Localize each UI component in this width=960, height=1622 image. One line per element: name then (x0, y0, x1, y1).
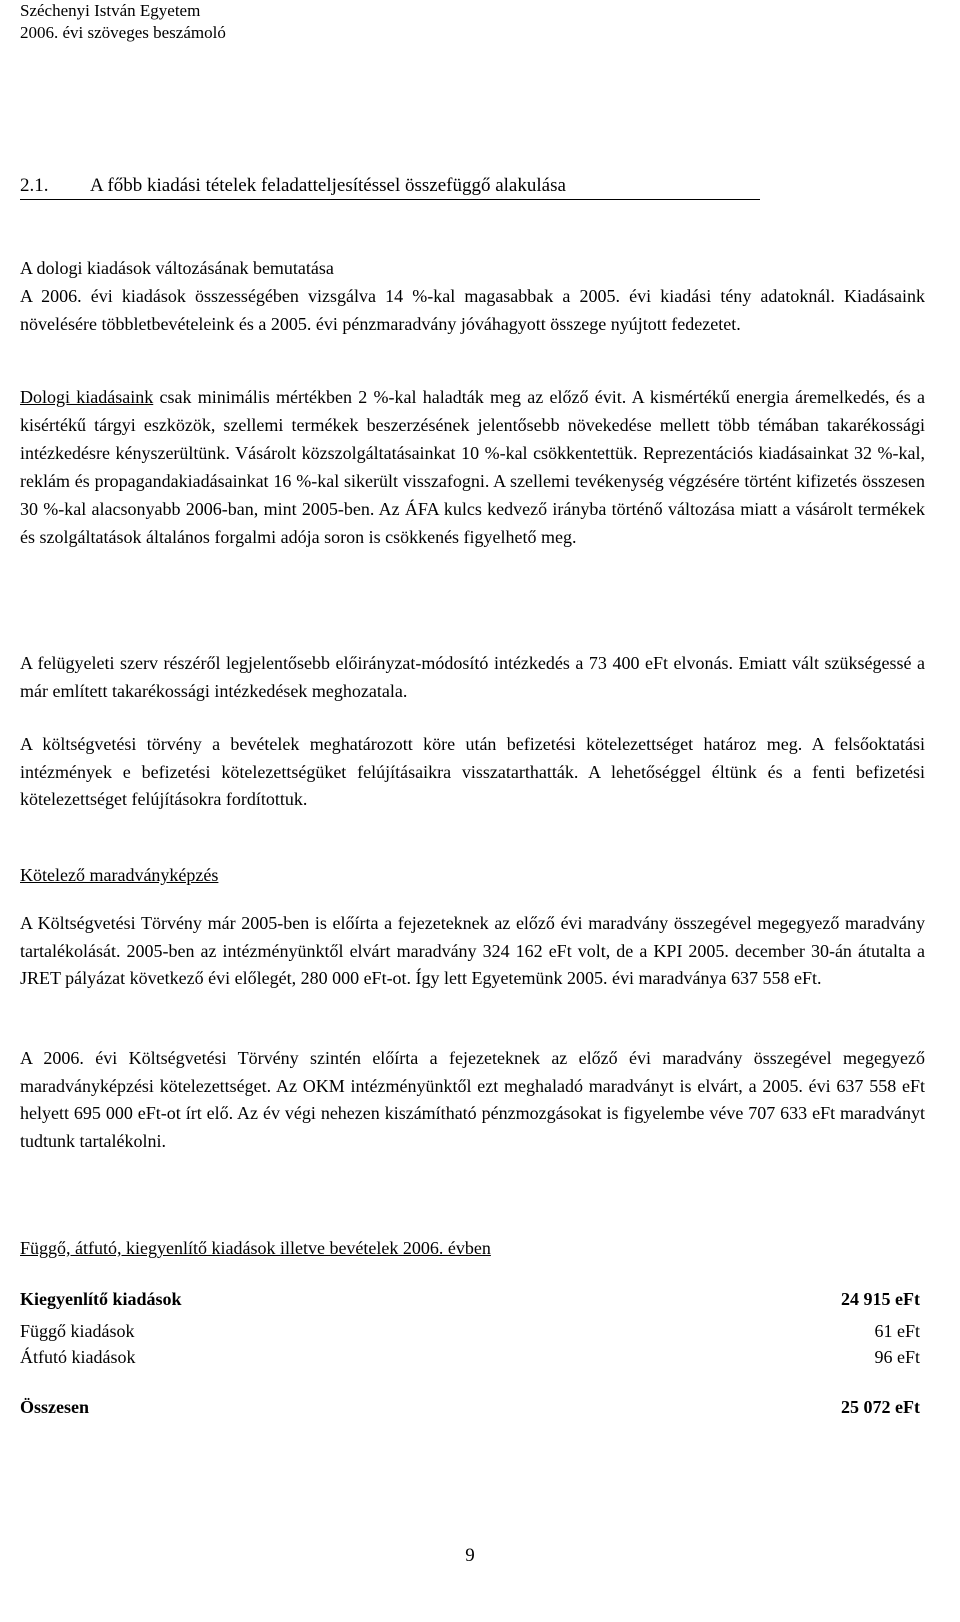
maradvany-paragraph-1: A Költségvetési Törvény már 2005-ben is előírta a fejezeteknek az előző évi maradvány összegével megegyező maradvány tartalékolását. 2005-ben az intézményünktől elvárt maradvány 324 162 eFt volt, de a KPI 2005. december 30-án átutalta a JRET pályázat következő évi előlegét, 280 000 eFt-ot. Így lett Egyetemünk 2005. évi maradványa 637 558 eFt. (20, 913, 925, 988)
row-label: Kiegyenlítő kiadások (20, 1289, 182, 1309)
row-value: 61 eFt (874, 1321, 920, 1341)
dologi-paragraph-2-text: csak minimális mértékben 2 %-kal haladták meg az előző évit. A kismértékű energia áremelkedés, és a kisértékű tárgyi eszközök, szellemi termékek beszerzésének jelentősebb növekedése mellett több témában takarékossági intézkedésre kényszerültünk. Vásárolt közszolgáltatásainkat 10 %-kal csökkentettük. Reprezentációs kiadásainkat 32 %-kal, reklám és propagandakiadásainkat 16 %-kal sikerült visszafogni. A szellemi tevékenység végzésére történt kifizetés összesen 30 %-kal alacsonyabb 2006-ban, mint 2005-ben. Az ÁFA kulcs kedvező irányba történő változása miatt a vásárolt termékek és szolgáltatások általános forgalmi adója soron is csökkenés figyelhető meg. (20, 387, 925, 547)
maradvany-heading: Kötelező maradványképzés (20, 865, 219, 885)
row-label: Függő kiadások (20, 1321, 135, 1341)
row-label: Átfutó kiadások (20, 1347, 136, 1367)
dologi-kiadasaink-underlined: Dologi kiadásaink (20, 387, 154, 407)
section-number: 2.1. (20, 175, 49, 196)
header-report-title: 2006. évi szöveges beszámoló (20, 23, 226, 42)
page-header (20, 0, 226, 44)
table-row (20, 1318, 920, 1344)
maradvany-paragraph-2: A 2006. évi Költségvetési Törvény szintén előírta a fejezeteknek az előző évi maradvány összegével megegyező maradványképzési kötelezettséget. Az OKM intézményünktől ezt meghaladó maradványt is elvárt, a 2005. évi 637 558 eFt helyett 695 000 eFt-ot írt elő. Az év végi nehezen kiszámítható pénzmozgásokat is figyelembe véve 707 633 eFt maradványt tudtunk tartalékolni. (20, 1048, 925, 1151)
table-row-total (20, 1394, 920, 1420)
fuggo-heading: Függő, átfutó, kiegyenlítő kiadások illetve bevételek 2006. évben (20, 1238, 491, 1258)
section-title: A főbb kiadási tételek feladatteljesítéssel összefüggő alakulása (90, 175, 566, 196)
dologi-paragraph-1: A 2006. évi kiadások összességében vizsgálva 14 %-kal magasabbak a 2005. évi kiadási tény adatoknál. Kiadásaink növelésére többletbevételeink és a 2005. évi pénzmaradvány jóváhagyott összege nyújtott fedezetet. (20, 286, 925, 334)
section-heading (20, 173, 760, 200)
table-row (20, 1344, 920, 1370)
row-value: 25 072 eFt (841, 1397, 920, 1417)
row-value: 24 915 eFt (841, 1289, 920, 1309)
row-value: 96 eFt (874, 1347, 920, 1367)
dologi-paragraph-4: A költségvetési törvény a bevételek meghatározott köre után befizetési kötelezettséget határoz meg. A felsőoktatási intézmények e befizetési kötelezettségüket felújításaikra visszatarthatták. A lehetőséggel éltünk és a fenti befizetési kötelezettséget felújításokra fordítottuk. (20, 734, 925, 809)
table-row (20, 1286, 920, 1312)
dologi-heading: A dologi kiadások változásának bemutatása (20, 258, 334, 278)
row-label: Összesen (20, 1397, 89, 1417)
dologi-paragraph-3: A felügyeleti szerv részéről legjelentősebb előirányzat-módosító intézkedés a 73 400 eFt elvonás. Emiatt vált szükségessé a már említett takarékossági intézkedések meghozatala. (20, 653, 925, 701)
header-institution: Széchenyi István Egyetem (20, 1, 201, 20)
dologi-paragraph-2 (20, 383, 925, 551)
page-number: 9 (465, 1545, 475, 1566)
